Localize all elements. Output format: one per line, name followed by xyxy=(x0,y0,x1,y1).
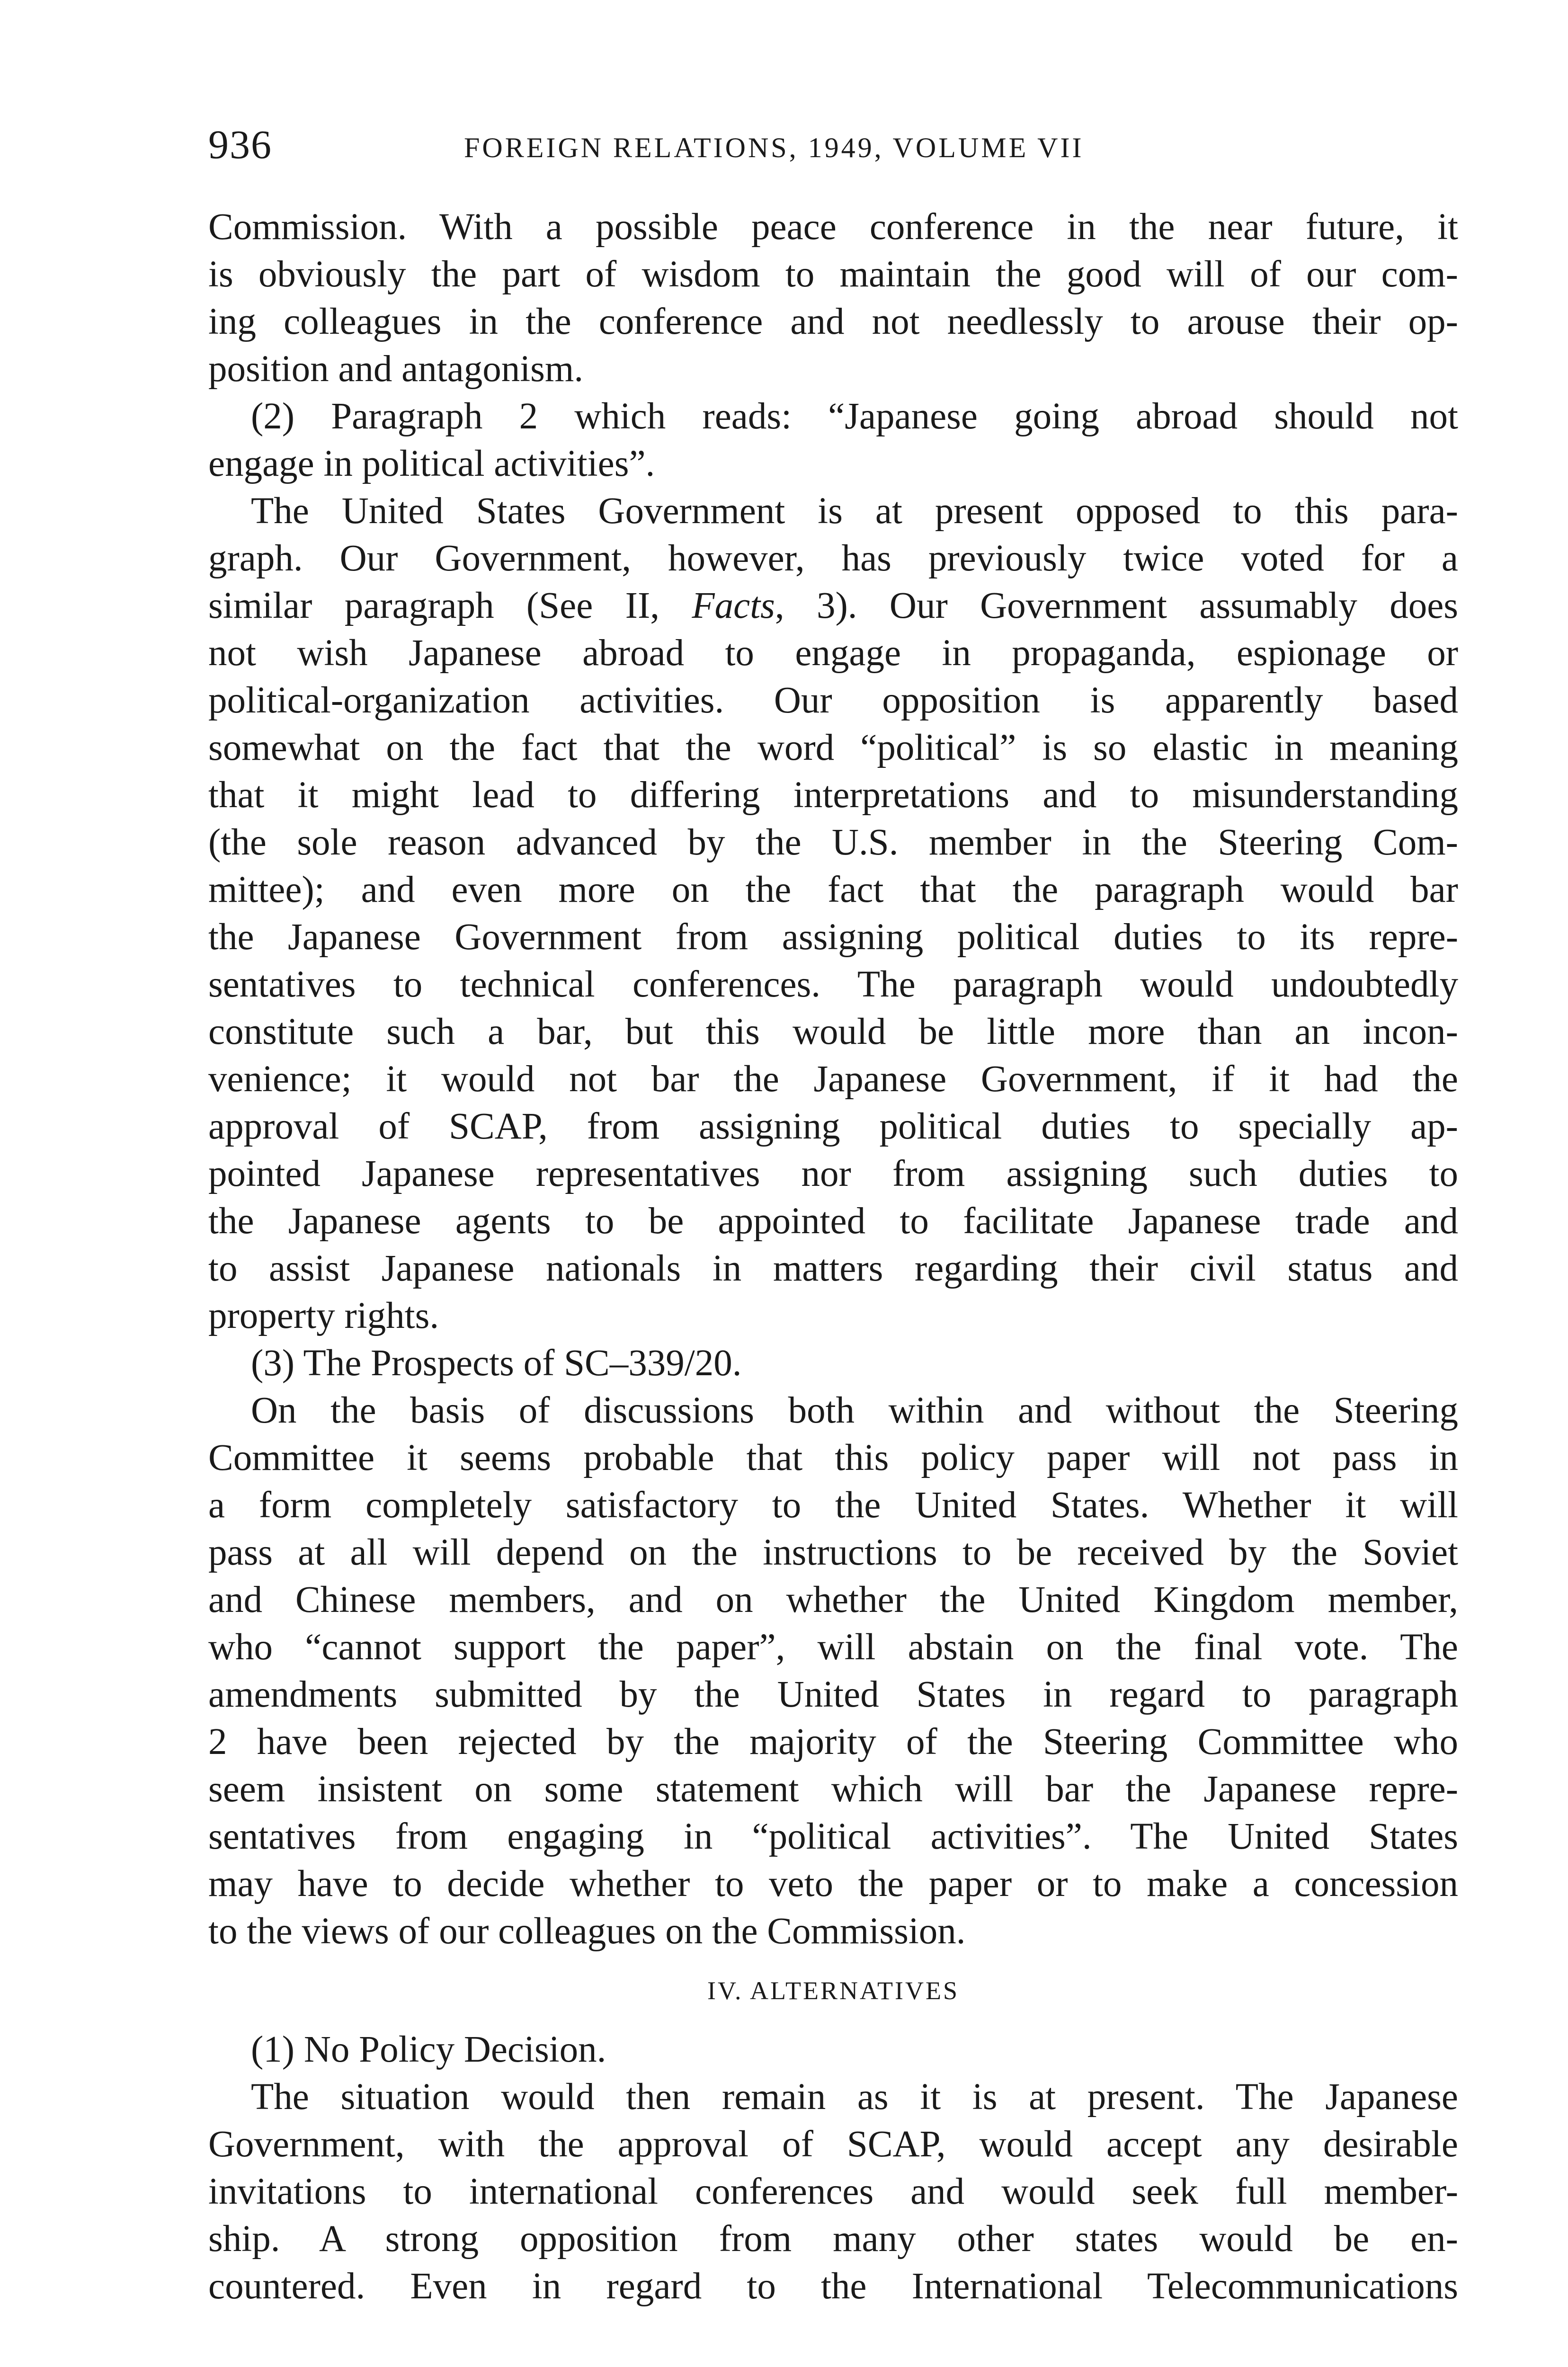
text-line: constitute such a bar, but this would be little more than an incon- xyxy=(208,1011,1458,1052)
text-line: to assist Japanese nationals in matters regarding their civil status and xyxy=(208,1248,1458,1289)
text-line: the Japanese Government from assigning political duties to its repre- xyxy=(208,917,1458,958)
text-segment: similar paragraph (See II, xyxy=(208,585,660,626)
text-line: engage in political activities”. xyxy=(208,443,655,484)
text-line xyxy=(208,582,1458,630)
page-number: 936 xyxy=(208,122,272,167)
italic-reference: Facts xyxy=(692,585,775,626)
text-line: (3) The Prospects of SC–339/20. xyxy=(251,1343,742,1384)
text-line: sentatives to technical conferences. The paragraph would undoubtedly xyxy=(208,964,1458,1005)
text-line: the Japanese agents to be appointed to facilitate Japanese trade and xyxy=(208,1201,1458,1242)
running-title: FOREIGN RELATIONS, 1949, VOLUME VII xyxy=(464,132,1084,163)
text-line: not wish Japanese abroad to engage in propaganda, espionage or xyxy=(208,632,1458,674)
text-line: property rights. xyxy=(208,1295,439,1336)
text-line: and Chinese members, and on whether the United Kingdom member, xyxy=(208,1579,1458,1620)
text-line: may have to decide whether to veto the paper or to make a concession xyxy=(208,1863,1458,1904)
text-line: (1) No Policy Decision. xyxy=(251,2029,606,2070)
text-line: seem insistent on some statement which will bar the Japanese repre- xyxy=(208,1769,1458,1810)
text-line: Committee it seems probable that this policy paper will not pass in xyxy=(208,1437,1458,1478)
text-line: (2) Paragraph 2 which reads: “Japanese going abroad should not xyxy=(251,396,1458,437)
text-line: invitations to international conferences and would seek full member- xyxy=(208,2171,1458,2212)
text-line: The situation would then remain as it is at present. The Japanese xyxy=(251,2076,1458,2118)
text-line: Commission. With a possible peace conference in the near future, it xyxy=(208,206,1458,248)
text-line: amendments submitted by the United States in regard to paragraph xyxy=(208,1674,1458,1715)
text-line: to the views of our colleagues on the Commission. xyxy=(208,1911,966,1952)
text-line: position and antagonism. xyxy=(208,348,584,390)
text-line: who “cannot support the paper”, will abstain on the final vote. The xyxy=(208,1627,1458,1668)
text-line: countered. Even in regard to the International Telecommunications xyxy=(208,2266,1458,2307)
text-line: mittee); and even more on the fact that the paragraph would bar xyxy=(208,869,1458,910)
text-line: somewhat on the fact that the word “political” is so elastic in meaning xyxy=(208,727,1458,768)
text-line: The United States Government is at present opposed to this para- xyxy=(251,490,1458,532)
text-line: graph. Our Government, however, has previously twice voted for a xyxy=(208,538,1458,579)
text-line: that it might lead to differing interpretations and to misunderstanding xyxy=(208,774,1458,816)
text-line: venience; it would not bar the Japanese Government, if it had the xyxy=(208,1059,1458,1100)
section-heading: IV. ALTERNATIVES xyxy=(707,1976,960,2005)
text-line: On the basis of discussions both within and without the Steering xyxy=(251,1390,1458,1431)
text-line: sentatives from engaging in “political activities”. The United States xyxy=(208,1816,1458,1857)
text-line: pointed Japanese representatives nor from assigning such duties to xyxy=(208,1153,1458,1194)
text-line: (the sole reason advanced by the U.S. member in the Steering Com- xyxy=(208,822,1458,863)
body-text xyxy=(208,204,1458,2310)
text-line: Government, with the approval of SCAP, would accept any desirable xyxy=(208,2124,1458,2165)
text-line: is obviously the part of wisdom to maintain the good will of our com- xyxy=(208,254,1458,295)
text-line: a form completely satisfactory to the United States. Whether it will xyxy=(208,1485,1458,1526)
text-line: 2 have been rejected by the majority of the Steering Committee who xyxy=(208,1721,1458,1762)
text-line: pass at all will depend on the instructions to be received by the Soviet xyxy=(208,1532,1458,1573)
running-head xyxy=(208,118,1458,170)
text-line: approval of SCAP, from assigning political duties to specially ap- xyxy=(208,1106,1458,1147)
text-line: ing colleagues in the conference and not needlessly to arouse their op- xyxy=(208,301,1458,342)
text-segment: , 3). Our Government assumably does xyxy=(775,585,1458,626)
text-line: ship. A strong opposition from many other states would be en- xyxy=(208,2218,1458,2260)
text-line: political-organization activities. Our opposition is apparently based xyxy=(208,680,1458,721)
